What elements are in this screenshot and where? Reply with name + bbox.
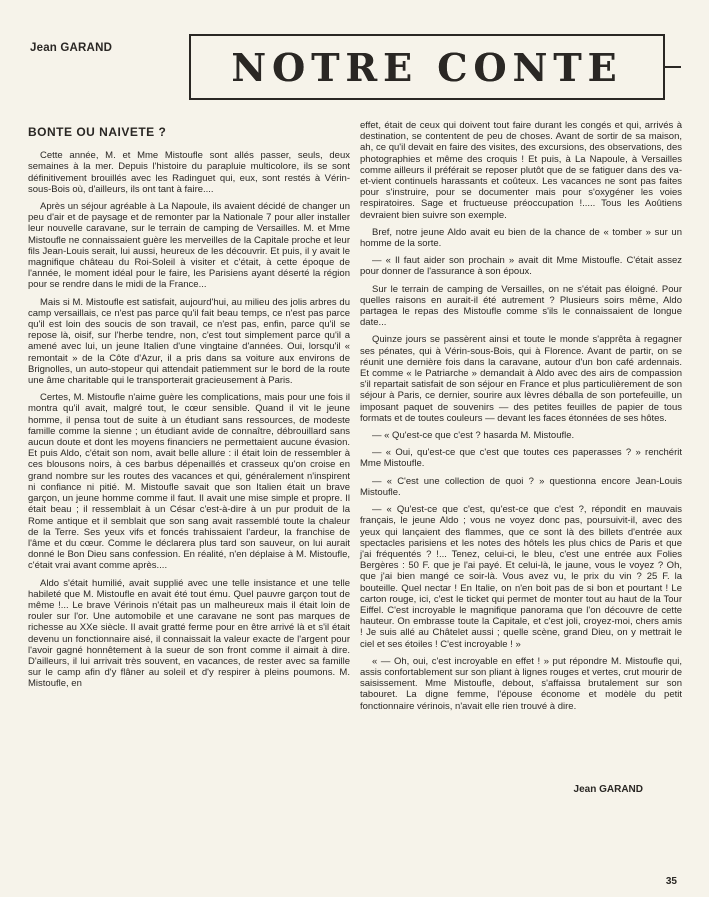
left-column — [28, 118, 350, 696]
paragraph: Cette année, M. et Mme Mistoufle sont allés passer, seuls, deux semaines à la mer. Depuis l'histoire du parapluie multicolore, ils se sont définitivement brouillés avec les Radinguet qui, eux, sont restés à Vérin-sous-Bois où, d'ailleurs, ils ont tant à faire.... — [28, 150, 350, 195]
page-number: 35 — [665, 876, 677, 887]
paragraph: Bref, notre jeune Aldo avait eu bien de la chance de « tomber » sur un homme de la sorte. — [360, 226, 682, 250]
page-title: NOTRE CONTE — [231, 44, 623, 90]
paragraph: — « Qu'est-ce que c'est, qu'est-ce que c'est ?, répondit en mauvais français, le jeune Aldo ; vous ne voyez donc pas, poursuivit-il, avec des yeux qui lançaient des flammes, que ce sont là des billets d'entrée aux spectacles parisiens et les notes des hôtels les plus chics de Paris et que j'ai fréquentés ? !... Tenez, celui-ci, le bleu, c'est une entrée aux Folies Bergères : 50 F. que je l'ai payé. Et celui-là, le jaune, vous le voyez ? Oh, que j'ai bien mangé ce soir-là. Vous avez vu, le prix du vin ? 25 F. la bouteille. Quel nectar ! En Italie, on n'en boit pas de si bon et pourtant ! Le carton rouge, ici, c'est le ticket qui permet de monter tout au haut de la Tour Eiffel. C'est incroyable le magnifique panorama que l'on découvre de cette hauteur. On embrasse toute la Capitale, et c'est joli, croyez-moi, chers amis ! Je suis allé au Châtelet aussi ; quelle scène, grand Dieu, on y mettrait le ciel et ses étoiles ! C'est incroyable ! » — [360, 504, 682, 650]
paragraph: Quinze jours se passèrent ainsi et toute le monde s'apprêta à regagner ses pénates, qui à Vérin-sous-Bois, qui à Florence. Avant de partir, on se réunit une dernière fois dans la caravane, autour d'un bon café ardennais. Et comme « le Patriarche » demandait à Aldo avec des airs de compassion s'il repartait satisfait de son séjour en France et plus particulièrement de son séjour à Paris, ce dernier, sourire aux lèvres déballa de son portefeuille, un imposant paquet de souvenirs — des petites feuilles de papier de tous formats et de toutes couleurs — devant les faces étonnées de ses hôtes. — [360, 334, 682, 424]
paragraph: Sur le terrain de camping de Versailles, on ne s'était pas éloigné. Pour quelles raisons en aurait-il été autrement ? Plusieurs soirs même, Aldo partagea le repas des Mistoufle comme s'ils le connaissaient de longue date... — [360, 283, 682, 329]
paragraph: — « C'est une collection de quoi ? » questionna encore Jean-Louis Mistoufle. — [360, 475, 682, 498]
paragraph: — « Qu'est-ce que c'est ? hasarda M. Mistoufle. — [372, 430, 575, 442]
paragraph: Aldo s'était humilié, avait supplié avec une telle insistance et une telle habileté que M. Mistoufle en avait été tout ému. Quel pauvre garçon tout de même !... Le brave Vérinois n'était pas un malheureux mais il était loin de rouler sur l'or. Une automobile et une caravane ne sont pas marques de richesse au XXe siècle. Il avait gratté ferme pour en être arrivé là et s'il était devenu un fonctionnaire aisé, il connaissait la valeur exacte de l'argent pour l'avoir gagné honnêtement à la sueur de son front comme il aimait à dire. D'ailleurs, il lui arrivait très souvent, en vacances, de rester avec sa famille sur le camp afin d'y flâner au soleil et d'y respirer à pleins poumons. M. Mistoufle, en — [28, 577, 350, 690]
paragraph: « — Oh, oui, c'est incroyable en effet ! » put répondre M. Mistoufle qui, assis confortablement sur son pliant à lignes rouges et vertes, crut mourir de saisissement. Mme Mistoufle, debout, s'affaissa brutalement sur son tabouret. La digne femme, l'épouse économe et modèle du petit fonctionnaire vérinois, n'avait elle rien trouvé à dire. — [360, 655, 682, 712]
paragraph: Mais si M. Mistoufle est satisfait, aujourd'hui, au milieu des jolis arbres du camp versaillais, ce n'est pas parce qu'il fait beau temps, ce n'est pas parce qu'il est loin des soucis de son travail, ce n'est pas, enfin, parce qu'il se repose là, oisif, sur l'herbe tendre, non, c'est tout simplement parce qu'il a amené avec lui, un jeune Italien d'une vingtaine d'années. Oui, lorsqu'il « remontait » de la Côte d'Azur, il a pris dans sa voiture aux environs de Brignolles, un auto-stopeur qui attendait patiemment sur le bord de la route une âme charitable qui le transporterait gracieusement à Paris. — [28, 296, 350, 387]
title-rule — [665, 66, 681, 68]
right-column — [360, 120, 682, 718]
author-signature: Jean GARAND — [573, 784, 643, 795]
paragraph: — « Il faut aider son prochain » avait dit Mme Mistoufle. C'était assez pour donner de l'assurance à son époux. — [360, 255, 682, 278]
paragraph: — « Oui, qu'est-ce que c'est que toutes ces paperasses ? » renchérit Mme Mistoufle. — [360, 447, 682, 470]
paragraph: Certes, M. Mistoufle n'aime guère les complications, mais pour une fois il montra qu'il avait, malgré tout, le cœur sensible. Quand il vit le jeune homme, il pensa tout de suite à un étudiant sans ressources, de modeste famille comme la sienne ; un étudiant avide de connaître, débrouillard sans aucun doute et dont les moyens financiers ne permettaient aucune évasion. Et puis Aldo, c'était son nom, avait belle allure : il était loin de ressembler à ces blousons noirs, à ces barbus dépenaillés et crasseux qu'on croise en grand nombre sur les routes des vacances et qui, généralement n'inspirent ni confiance ni pitié. M. Mistoufle savait que son Italien était un brave garçon, un jeune homme comme il faut. Il avait une mise simple et propre. Il était beau ; il ressemblait à un César c'est-à-dire à un pur produit de la Rome antique et il semblait que son sang avait rassemblé toute la chaleur de la Terre. Ses yeux vifs et foncés trahissaient l'ardeur, la franchise de l'âme et du cœur. Comme le déclarera plus tard son sauveur, on lui aurait donné le Bon Dieu sans confession. En réalité, n'en déplaise à M. Mistoufle, c'était vrai avant comme après.... — [28, 392, 350, 572]
paragraph: Après un séjour agréable à La Napoule, ils avaient décidé de changer un peu d'air et de paysage et de remonter par la Nationale 7 pour aller installer leur nouvelle caravane, sur le terrain de camping de Versailles. M. et Mme Mistoufle ne connaissaient guère les merveilles de la Capitale proche et leur fils Jean-Louis serait, lui aussi, heureux de les découvrir. Et puis, il y avait le magnifique château du Roi-Soleil à visiter et c'était, à cette époque de l'année, le moment idéal pour le faire, les Parisiens ayant déserté la région pour se rendre dans le midi de la France... — [28, 201, 350, 291]
article-heading: BONTE OU NAIVETE ? — [28, 125, 167, 139]
paragraph: effet, était de ceux qui doivent tout faire durant les congés et qui, arrivés à destination, se contentent de peu de choses. Avant de sortir de sa maison, ah, ce qu'il devait en faire des visites, des excursions, des observations, des photographies et même des croquis ! Et puis, à La Napoule, à Versailles comme ailleurs il préférait se reposer plutôt que de se fatiguer dans des va-et-vient continuels harassants et coûteux. Les vacances ne sont pas faites pour s'instruire, pour se documenter mais pour s'oxygéner les voies respiratoires. Sage et fructueuse préoccupation !..... Tous les Aoûtiens devraient bien suivre son exemple. — [360, 120, 682, 221]
author-header: Jean GARAND — [30, 42, 113, 54]
title-frame — [189, 34, 665, 100]
